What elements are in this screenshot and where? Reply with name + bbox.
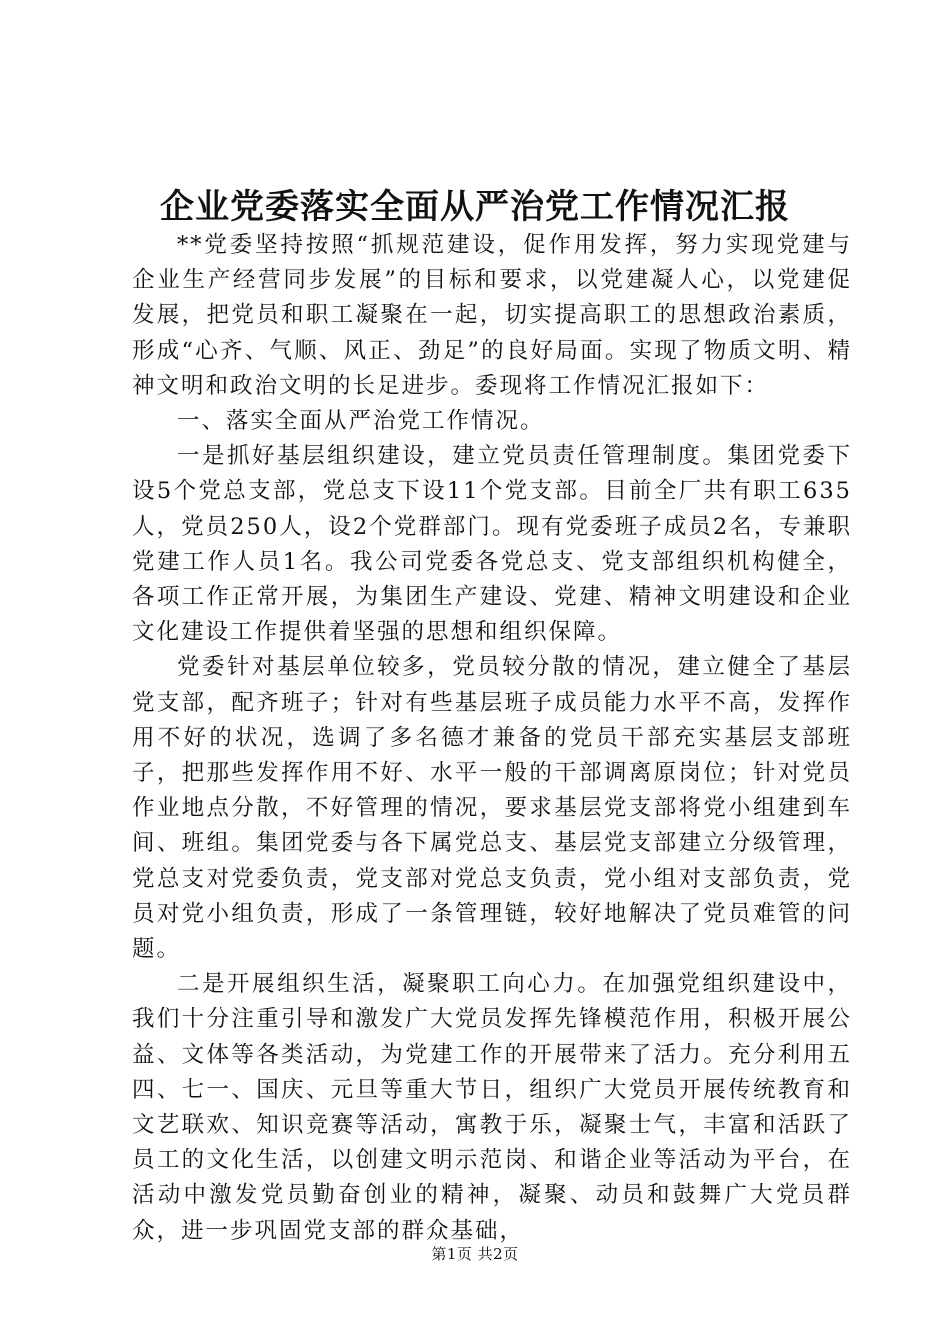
page-number-footer: 第1页 共2页 <box>431 1245 519 1263</box>
document-title: 企业党委落实全面从严治党工作情况汇报 <box>160 187 790 227</box>
paragraph-intro: **党委坚持按照“抓规范建设，促作用发挥，努力实现党建与企业生产经营同步发展”的目标和要求，以党建凝人心，以党建促发展，把党员和职工凝聚在一起，切实提高职工的思想政治素质，形成“心齐、气顺、风正、劲足”的良好局面。实现了物质文明、精神文明和政治文明的长足进步。委现将工作情况汇报如下： <box>132 232 852 399</box>
paragraph-branches: 党委针对基层单位较多，党员较分散的情况，建立健全了基层党支部，配齐班子；针对有些基层班子成员能力水平不高，发挥作用不好的状况，选调了多名德才兼备的党员干部充实基层支部班子，把那些发挥作用不好、水平一般的干部调离原岗位；针对党员作业地点分散，不好管理的情况，要求基层党支部将党小组建到车间、班组。集团党委与各下属党总支、基层党支部建立分级管理，党总支对党委负责，党支部对党总支负责，党小组对支部负责，党员对党小组负责，形成了一条管理链，较好地解决了党员难管的问题。 <box>132 654 852 963</box>
section-heading: 一、落实全面从严治党工作情况。 <box>177 408 545 435</box>
document-body <box>132 228 852 1249</box>
paragraph-organization: 一是抓好基层组织建设，建立党员责任管理制度。集团党委下设5个党总支部，党总支下设11个党支部。目前全厂共有职工635人，党员250人，设2个党群部门。现有党委班子成员2名，专兼职党建工作人员1名。我公司党委各党总支、党支部组织机构健全，各项工作正常开展，为集团生产建设、党建、精神文明建设和企业文化建设工作提供着坚强的思想和组织保障。 <box>132 443 852 646</box>
paragraph-activities: 二是开展组织生活，凝聚职工向心力。在加强党组织建设中，我们十分注重引导和激发广大党员发挥先锋模范作用，积极开展公益、文体等各类活动，为党建工作的开展带来了活力。充分利用五四、七一、国庆、元旦等重大节日，组织广大党员开展传统教育和文艺联欢、知识竞赛等活动，寓教于乐，凝聚士气，丰富和活跃了员工的文化生活，以创建文明示范岗、和谐企业等活动为平台，在活动中激发党员勤奋创业的精神，凝聚、动员和鼓舞广大党员群众，进一步巩固党支部的群众基础， <box>132 971 852 1244</box>
